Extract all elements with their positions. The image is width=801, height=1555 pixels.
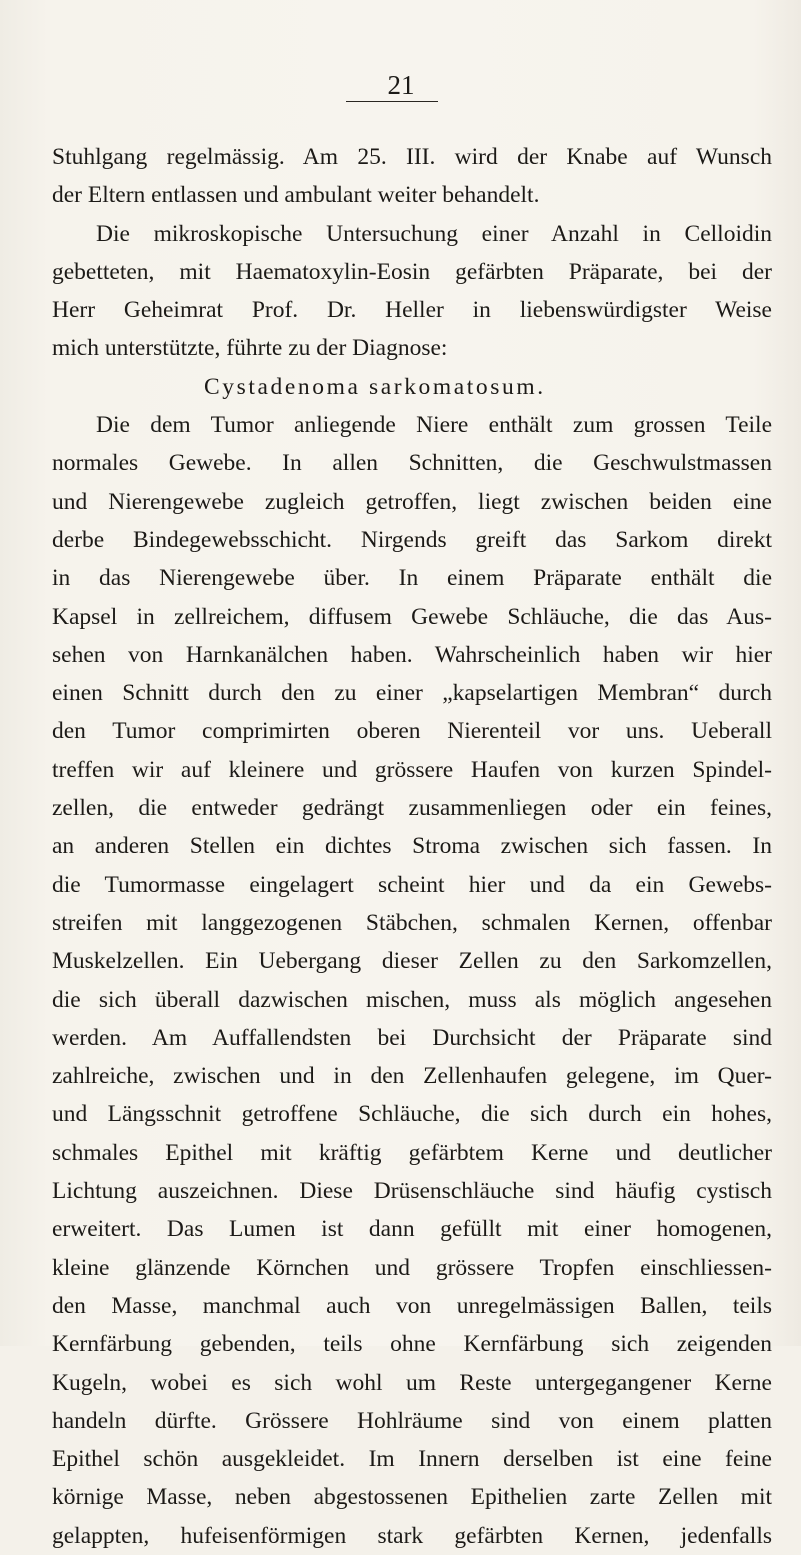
text-line: mich unterstützte, führte zu der Diagnose: [52, 335, 448, 362]
text-line: normales Gewebe. In allen Schnitten, die Geschwulstmassen [52, 450, 772, 477]
body-text [52, 138, 772, 1555]
text-line: treffen wir auf kleinere und grössere Haufen von kurzen Spindel- [52, 756, 772, 783]
page-number: 21 [387, 70, 415, 100]
text-line: zellen, die entweder gedrängt zusammenliegen oder ein feines, [52, 795, 772, 822]
text-line: den Tumor comprimirten oberen Nierenteil vor uns. Ueberall [52, 718, 772, 745]
text-line: zahlreiche, zwischen und in den Zellenhaufen gelegene, im Quer- [52, 1063, 772, 1090]
text-line: werden. Am Auffallendsten bei Durchsicht der Präparate sind [52, 1024, 772, 1051]
text-line: streifen mit langgezogenen Stäbchen, schmalen Kernen, offenbar [52, 909, 772, 936]
text-line: Lichtung auszeichnen. Diese Drüsenschläuche sind häufig cystisch [52, 1178, 772, 1205]
text-line: in das Nierengewebe über. In einem Präparate enthält die [52, 565, 772, 592]
text-line: Stuhlgang regelmässig. Am 25. III. wird der Knabe auf Wunsch [52, 144, 772, 170]
diagnosis-line: Cystadenoma sarkomatosum. [204, 373, 546, 400]
text-line: Epithel schön ausgekleidet. Im Innern derselben ist eine feine [52, 1446, 772, 1473]
text-line: Herr Geheimrat Prof. Dr. Heller in liebenswürdigster Weise [52, 297, 772, 324]
text-line: einen Schnitt durch den zu einer „kapselartigen Membran“ durch [52, 680, 772, 707]
text-line: gelappten, hufeisenförmigen stark gefärbten Kernen, jedenfalls [52, 1522, 772, 1549]
text-line: erweitert. Das Lumen ist dann gefüllt mit einer homogenen, [52, 1216, 772, 1243]
text-line: die sich überall dazwischen mischen, muss als möglich angesehen [52, 986, 772, 1013]
text-line: gebetteten, mit Haematoxylin-Eosin gefärbten Präparate, bei der [52, 258, 772, 285]
text-line: Kernfärbung gebenden, teils ohne Kernfärbung sich zeigenden [52, 1331, 772, 1358]
text-line: der Eltern entlassen und ambulant weiter behandelt. [52, 182, 540, 209]
text-line: körnige Masse, neben abgestossenen Epithelien zarte Zellen mit [52, 1484, 772, 1511]
text-line: und Längsschnit getroffene Schläuche, die sich durch ein hohes, [52, 1101, 772, 1128]
page-number-rule [346, 101, 438, 102]
text-line: schmales Epithel mit kräftig gefärbtem Kerne und deutlicher [52, 1139, 772, 1166]
text-line: Muskelzellen. Ein Uebergang dieser Zellen zu den Sarkomzellen, [52, 948, 772, 975]
text-line: sehen von Harnkanälchen haben. Wahrscheinlich haben wir hier [52, 641, 772, 668]
text-line: Die mikroskopische Untersuchung einer Anzahl in Celloidin [96, 220, 772, 247]
text-line: den Masse, manchmal auch von unregelmässigen Ballen, teils [52, 1292, 772, 1319]
text-line: Kugeln, wobei es sich wohl um Reste untergegangener Kerne [52, 1369, 772, 1396]
text-line: handeln dürfte. Grössere Hohlräume sind von einem platten [52, 1407, 772, 1434]
text-line: Die dem Tumor anliegende Niere enthält zum grossen Teile [96, 412, 772, 439]
text-line: und Nierengewebe zugleich getroffen, liegt zwischen beiden eine [52, 488, 772, 515]
text-line: derbe Bindegewebsschicht. Nirgends greift das Sarkom direkt [52, 526, 772, 553]
text-line: die Tumormasse eingelagert scheint hier und da ein Gewebs- [52, 871, 772, 898]
text-line: an anderen Stellen ein dichtes Stroma zwischen sich fassen. In [52, 833, 772, 860]
text-line: Kapsel in zellreichem, diffusem Gewebe Schläuche, die das Aus- [52, 603, 772, 630]
text-line: kleine glänzende Körnchen und grössere Tropfen einschliessen- [52, 1254, 772, 1281]
